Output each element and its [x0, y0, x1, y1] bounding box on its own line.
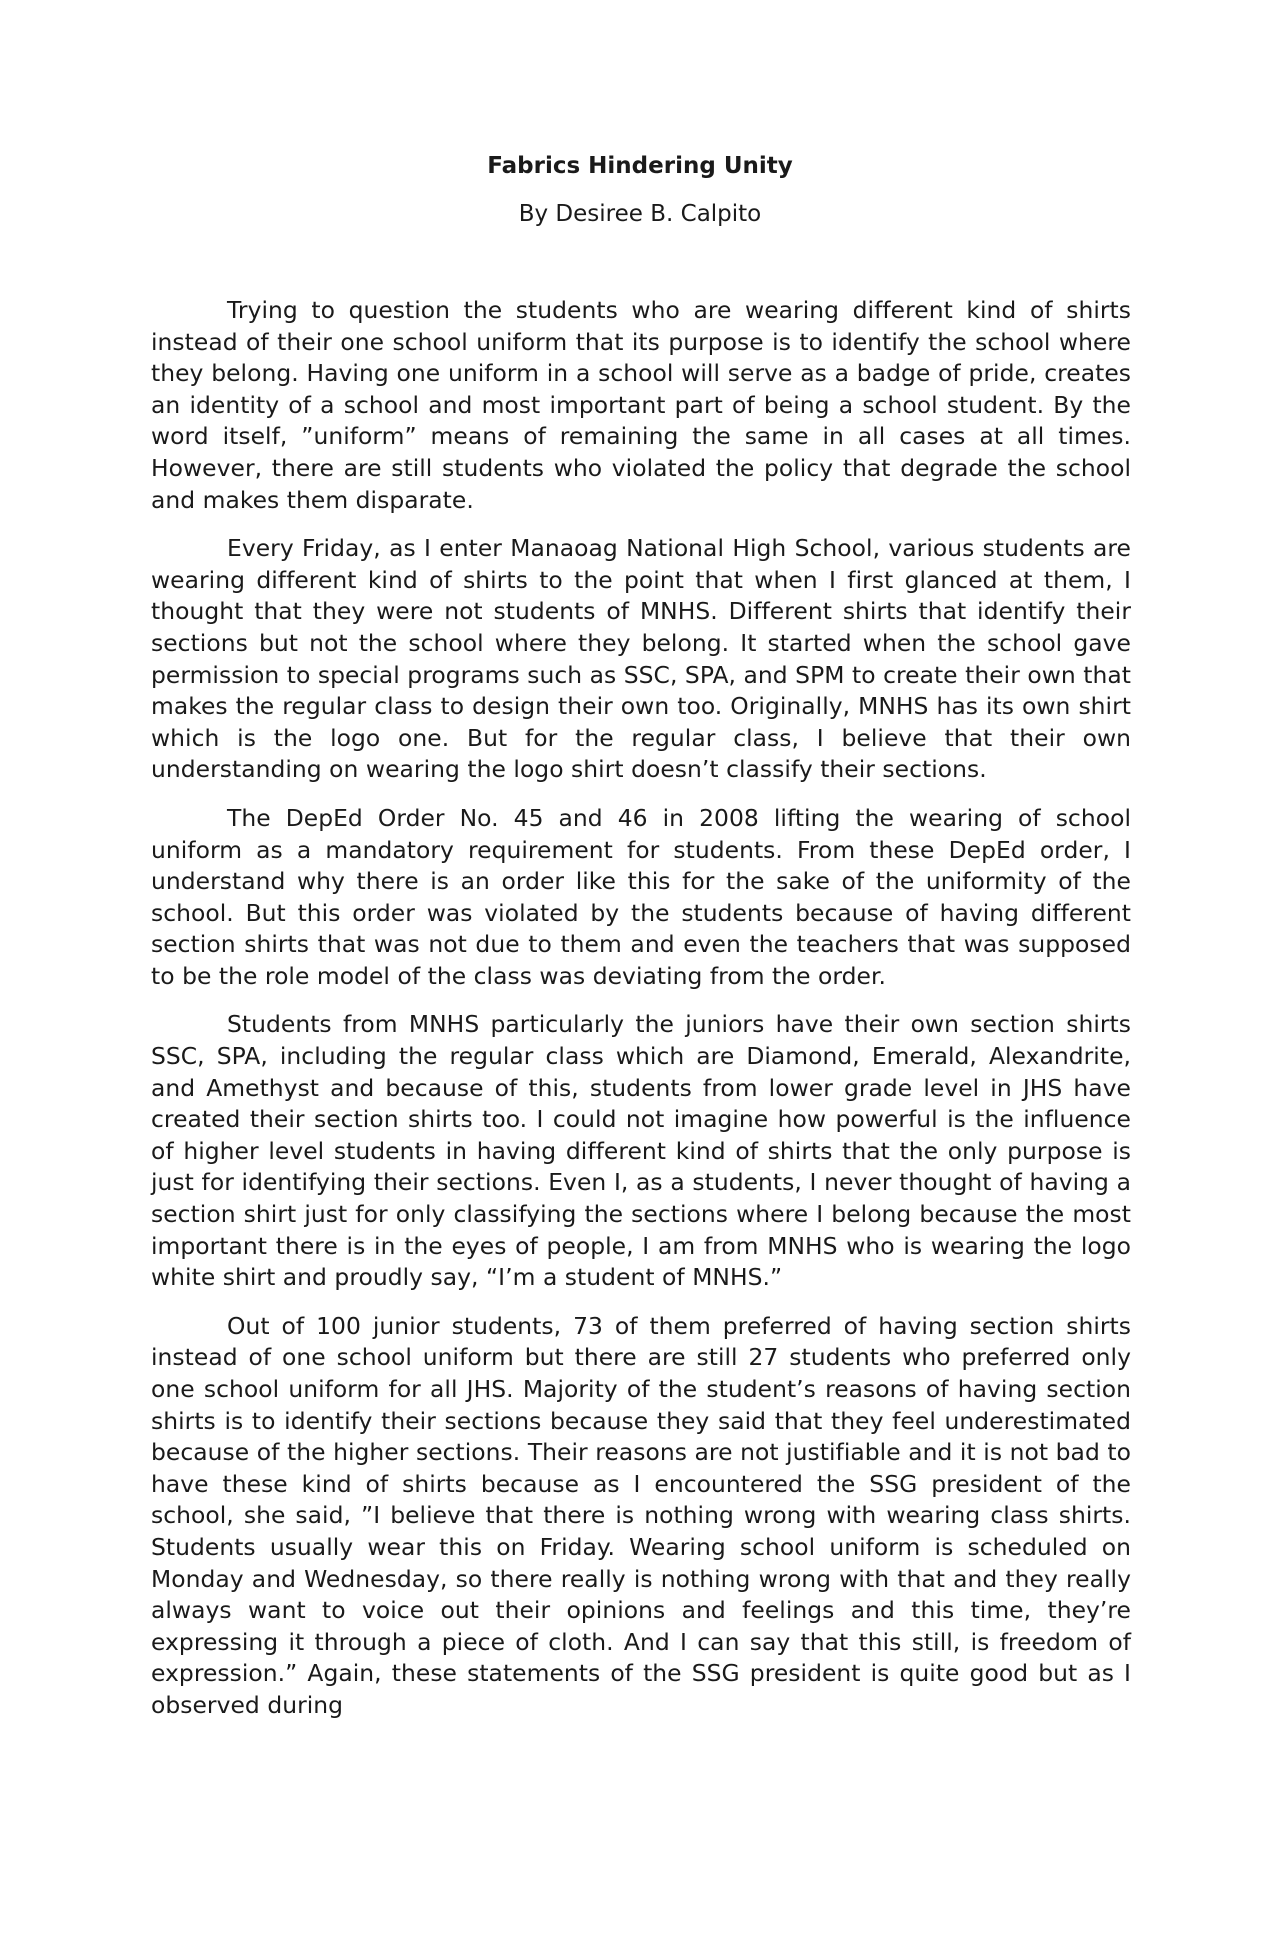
- document-byline: By Desiree B. Calpito: [518, 201, 762, 227]
- paragraph-1: Trying to question the students who are wearing different kind of shirts instead of their one school uniform that its purpose is to identify the school where they belong. Having one uniform in a school will serve as a badge of pride, creates an identity of a school and most important part of being a school student. By the word itself, ”uniform” means of remaining the same in all cases at all times. However, there are still students who violated the policy that degrade the school and makes them disparate.: [151, 296, 1131, 514]
- paragraph-2: Every Friday, as I enter Manaoag National High School, various students are wearing different kind of shirts to the point that when I first glanced at them, I thought that they were not students of MNHS. Different shirts that identify their sections but not the school where they belong. It started when the school gave permission to special programs such as SSC, SPA, and SPM to create their own that makes the regular class to design their own too. Originally, MNHS has its own shirt which is the logo one. But for the regular class, I believe that their own understanding on wearing the logo shirt doesn’t classify their sections.: [151, 534, 1131, 784]
- paragraph-5: Out of 100 junior students, 73 of them preferred of having section shirts instead of one school uniform but there are still 27 students who preferred only one school uniform for all JHS. Majority of the student’s reasons of having section shirts is to identify their sections because they said that they feel underestimated because of the higher sections. Their reasons are not justifiable and it is not bad to have these kind of shirts because as I encountered the SSG president of the school, she said, ”I believe that there is nothing wrong with wearing class shirts. Students usually wear this on Friday. Wearing school uniform is scheduled on Monday and Wednesday, so there really is nothing wrong with that and they really always want to voice out their opinions and feelings and this time, they’re expressing it through a piece of cloth. And I can say that this still, is freedom of expression.” Again, these statements of the SSG president is quite good but as I observed during: [151, 1311, 1131, 1719]
- document-body: [151, 295, 1131, 1739]
- paragraph-4: Students from MNHS particularly the juniors have their own section shirts SSC, SPA, including the regular class which are Diamond, Emerald, Alexandrite, and Amethyst and because of this, students from lower grade level in JHS have created their section shirts too. I could not imagine how powerful is the influence of higher level students in having different kind of shirts that the only purpose is just for identifying their sections. Even I, as a students, I never thought of having a section shirt just for only classifying the sections where I belong because the most important there is in the eyes of people, I am from MNHS who is wearing the logo white shirt and proudly say, “I’m a student of MNHS.”: [151, 1010, 1131, 1292]
- paragraph-3: The DepEd Order No. 45 and 46 in 2008 lifting the wearing of school uniform as a mandatory requirement for students. From these DepEd order, I understand why there is an order like this for the sake of the uniformity of the school. But this order was violated by the students because of having different section shirts that was not due to them and even the teachers that was supposed to be the role model of the class was deviating from the order.: [151, 803, 1131, 990]
- document-title: Fabrics Hindering Unity: [487, 153, 793, 179]
